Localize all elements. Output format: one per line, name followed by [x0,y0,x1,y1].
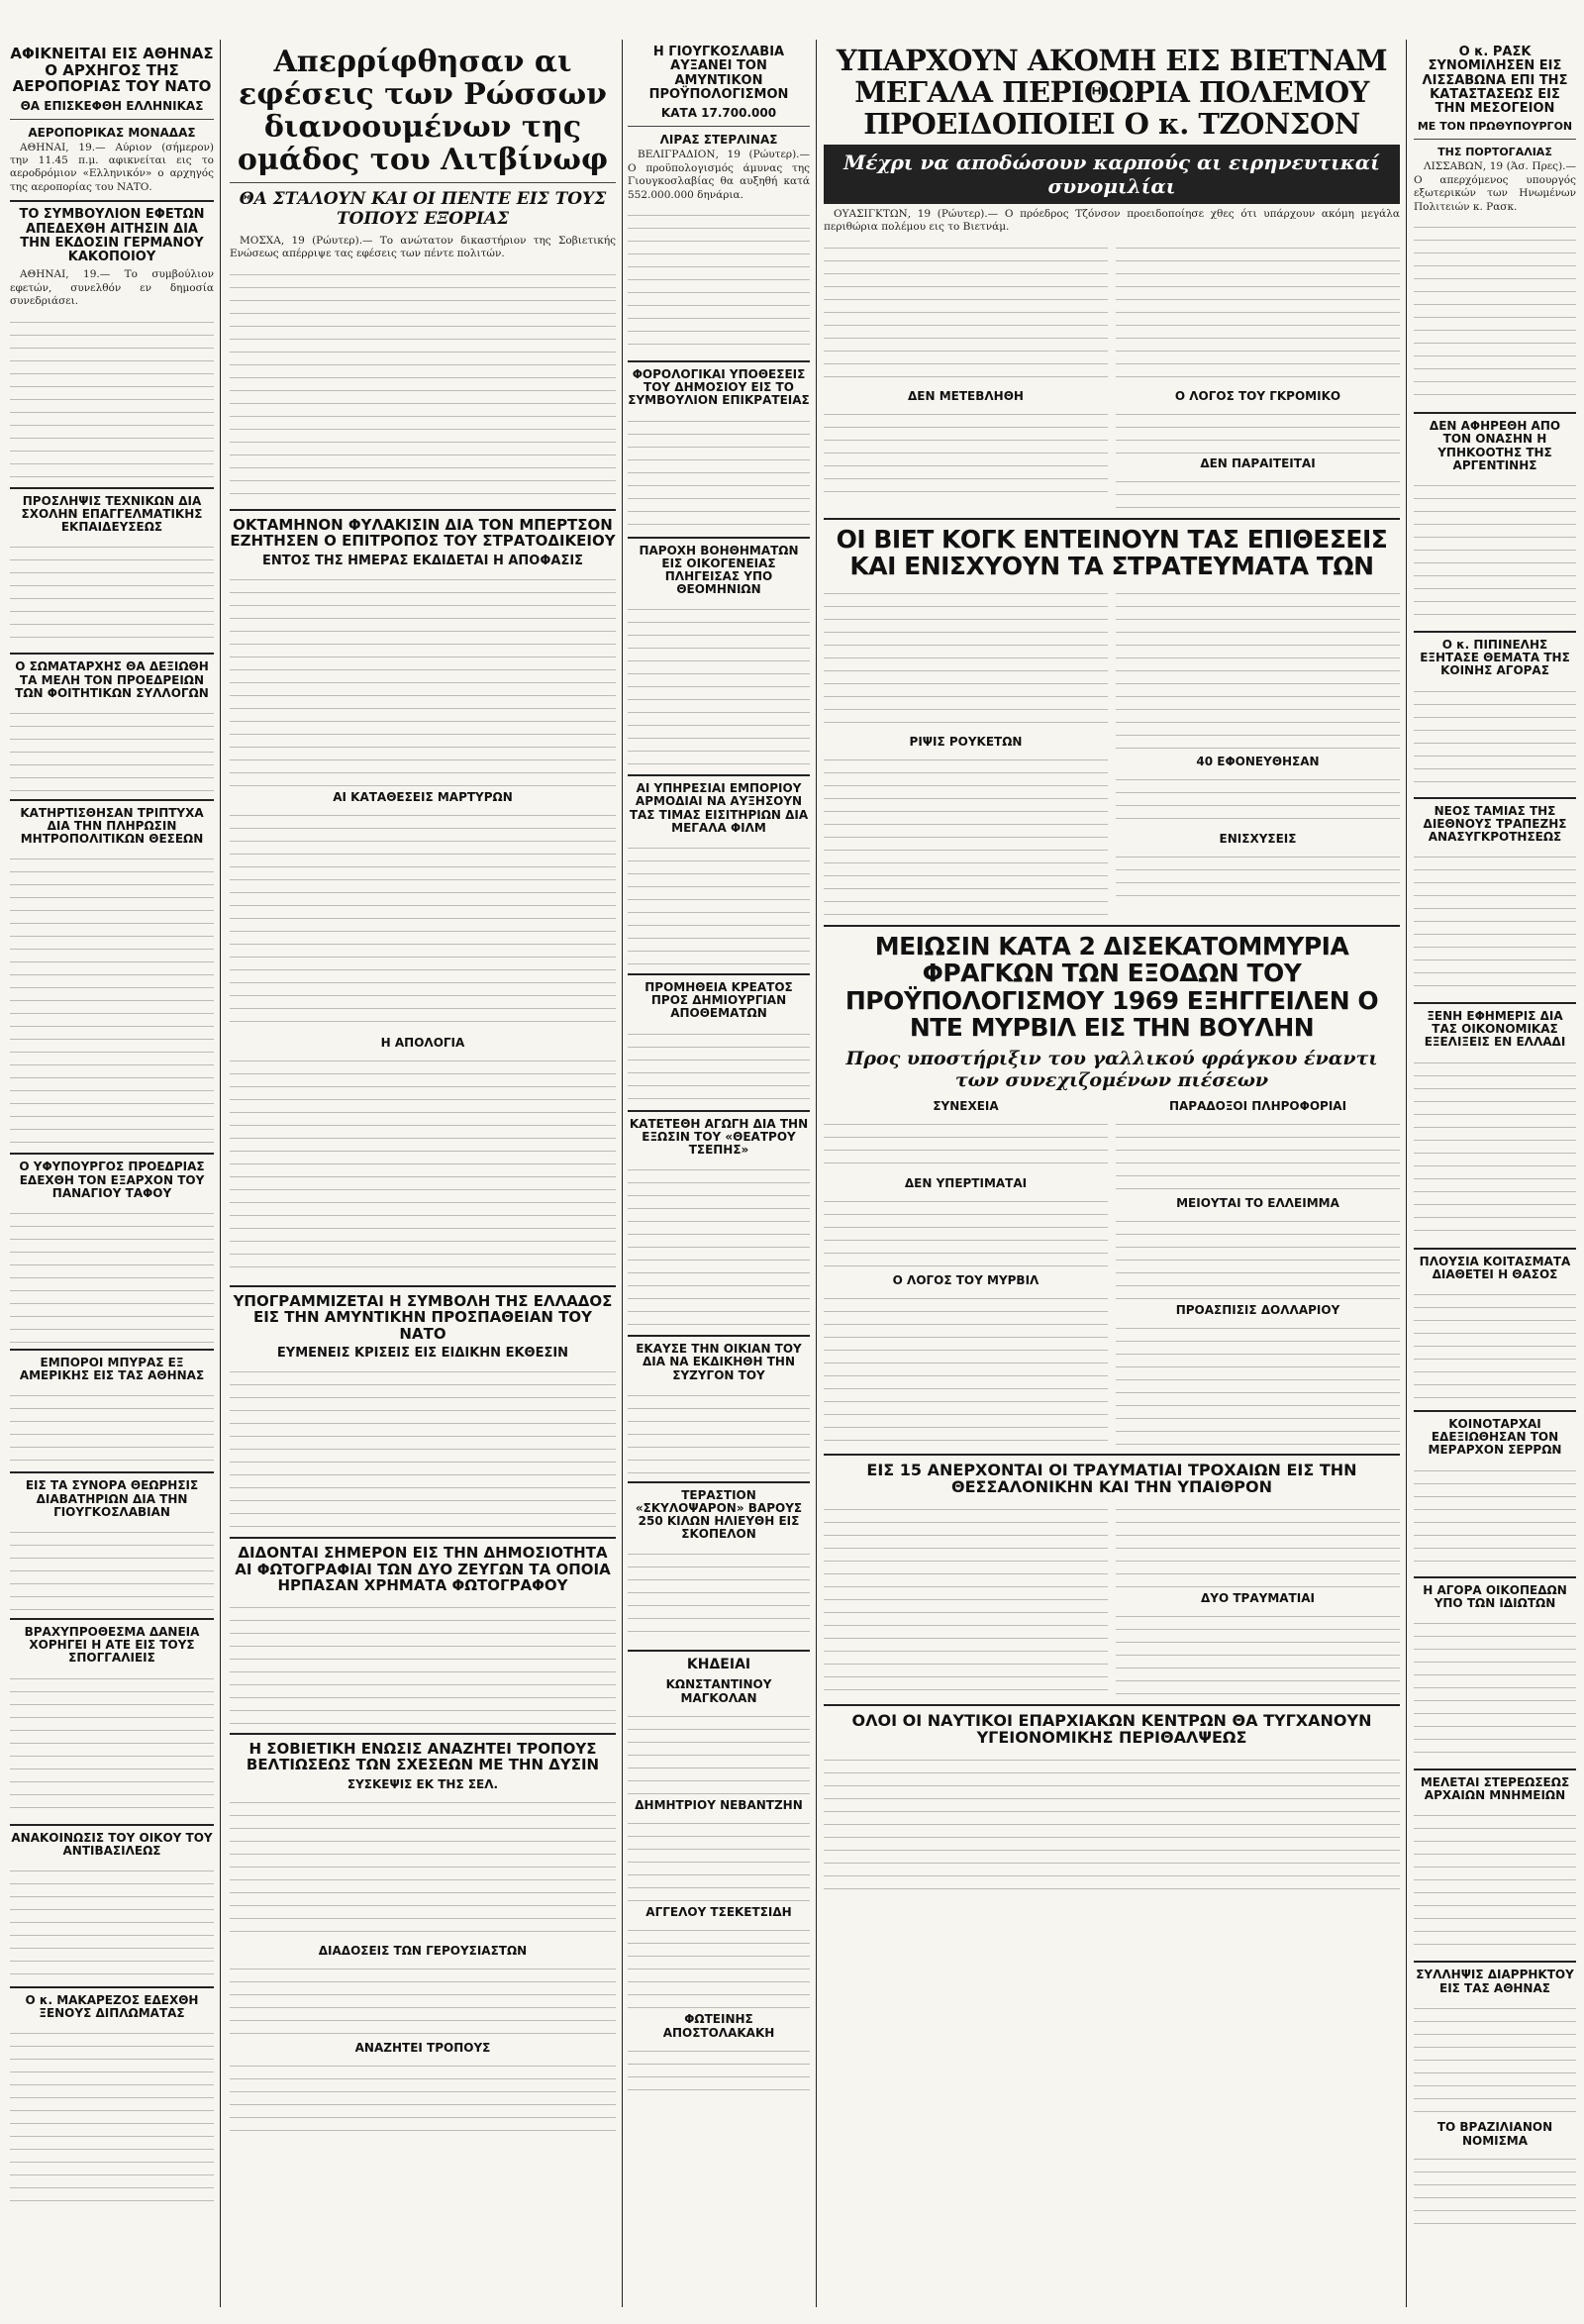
kicker: ΚΑΤΑ 17.700.000 [660,106,777,121]
article-body: ΛΙΣΣΑΒΩΝ, 19 (Άσ. Πρες).— Ο απερχόμενος υπουργός εξωτερικών των Ηνωμένων Πολιτειών κ. Ρασκ. [1414,160,1576,213]
kicker: ΔΙΑΔΟΣΕΙΣ ΤΩΝ ΓΕΡΟΥΣΙΑΣΤΩΝ [318,1943,528,1958]
headline: ΕΜΠΟΡΟΙ ΜΠΥΡΑΣ ΕΞ ΑΜΕΡΙΚΗΣ ΕΙΣ ΤΑΣ ΑΘΗΝΑΣ [19,1356,205,1383]
text-lines [628,412,810,531]
headline: Η ΑΓΟΡΑ ΟΙΚΟΠΕΔΩΝ ΥΠΟ ΤΩΝ ΙΔΙΩΤΩΝ [1423,1582,1567,1610]
kicker: ΠΑΡΑΔΟΞΟΙ ΠΛΗΡΟΦΟΡΙΑΙ [1168,1098,1347,1113]
text-lines [1116,1319,1400,1448]
text-lines [824,405,1108,504]
text-lines [628,1814,810,1903]
text-lines [1414,476,1576,625]
kicker: Ο ΛΟΓΟΣ ΤΟΥ ΜΥΡΒΙΛ [892,1272,1040,1287]
headline: ΠΛΟΥΣΙΑ ΚΟΙΤΑΣΜΑΤΑ ΔΙΑΘΕΤΕΙ Η ΘΑΣΟΣ [1419,1254,1571,1281]
headline: ΦΟΡΟΛΟΓΙΚΑΙ ΥΠΟΘΕΣΕΙΣ ΤΟΥ ΔΗΜΟΣΙΟΥ ΕΙΣ ΤΟ ΣΥΜΒΟΥΛΙΟΝ ΕΠΙΚΡΑΤΕΙΑΣ [628,366,810,408]
text-lines [1414,1462,1576,1570]
text-lines [10,313,214,481]
text-lines [10,1204,214,1343]
kicker: ΔΗΜΗΤΡΙΟΥ ΝΕΒΑΝΤΖΗΝ [635,1797,803,1812]
kicker: ΑΙ ΚΑΤΑΘΕΣΕΙΣ ΜΑΡΤΥΡΩΝ [333,789,513,804]
text-lines [1116,472,1400,512]
headline: Ο κ. ΡΑΣΚ ΣΥΝΟΜΙΛΗΣΕΝ ΕΙΣ ΛΙΣΣΑΒΩΝΑ ΕΠΙ ΤΗΣ ΚΑΤΑΣΤΑΣΕΩΣ ΕΙΣ ΤΗΝ ΜΕΣΟΓΕΙΟΝ [1422,45,1568,117]
article-body: ΑΘΗΝΑΙ, 19.— Αύριον (σήμερον) την 11.45 π.μ. αφικνείται εις το αεροδρόμιον «Ελληνικόν» ο αρχηγός της αεροπορίας του ΝΑΤΟ. [10,141,214,193]
kicker: ΡΙΨΙΣ ΡΟΥΚΕΤΩΝ [909,734,1023,749]
column-rule [622,40,623,2307]
kicker: ΑΓΓΕΛΟΥ ΤΣΕΚΕΤΣΙΔΗ [645,1904,792,1919]
banner-headline: ΜΕΙΩΣΙΝ ΚΑΤΑ 2 ΔΙΣΕΚΑΤΟΜΜΥΡΙΑ ΦΡΑΓΚΩΝ ΤΩΝ ΕΞΟΔΩΝ ΤΟΥ ΠΡΟΫΠΟΛΟΓΙΣΜΟΥ 1969 ΕΞΗΓΓΕΙΛΕΝ Ο ΝΤΕ ΜΥΡΒΙΛ ΕΙΣ ΤΗΝ ΒΟΥΛΗΝ [844,931,1379,1043]
column-rule [220,40,221,2307]
headline: ΚΗΔΕΙΑΙ [686,1657,751,1673]
text-lines [824,1192,1108,1271]
text-lines [10,1386,214,1465]
text-lines [824,584,1108,733]
headline: ΑΝΑΚΟΙΝΩΣΙΣ ΤΟΥ ΟΙΚΟΥ ΤΟΥ ΑΝΤΙΒΑΣΙΛΕΩΣ [11,1830,213,1858]
headline: Ο ΣΩΜΑΤΑΡΧΗΣ ΘΑ ΔΕΞΙΩΘΗ ΤΑ ΜΕΛΗ ΤΟΝ ΠΡΟΕΔΡΕΙΩΝ ΤΩΝ ΦΟΙΤΗΤΙΚΩΝ ΣΥΛΛΟΓΩΝ [15,659,209,700]
text-lines [1414,1285,1576,1404]
text-lines [824,1115,1108,1174]
headline: Ο κ. ΜΑΚΑΡΕΖΟΣ ΕΔΕΧΘΗ ΞΕΝΟΥΣ ΔΙΠΛΩΜΑΤΑΣ [25,1992,199,2021]
text-lines [824,1500,1108,1698]
text-lines [10,850,214,1147]
text-lines [1116,1500,1400,1589]
article-body: ΟΥΑΣΙΓΚΤΩΝ, 19 (Ρώυτερ).— Ο πρόεδρος Τζόνσον προειδοποίησε χθες ότι υπάρχουν ακόμη μεγάλα περιθώρια πολέμου εις το Βιετνάμ. [824,207,1400,234]
kicker: 40 ΕΦΟΝΕΥΘΗΣΑΝ [1196,754,1320,768]
headline: ΠΡΟΜΗΘΕΙΑ ΚΡΕΑΤΟΣ ΠΡΟΣ ΔΗΜΙΟΥΡΓΙΑΝ ΑΠΟΘΕΜΑΤΩΝ [644,980,793,1021]
headline: ΞΕΝΗ ΕΦΗΜΕΡΙΣ ΔΙΑ ΤΑΣ ΟΙΚΟΝΟΜΙΚΑΣ ΕΞΕΛΙΞΕΙΣ ΕΝ ΕΛΛΑΔΙ [1424,1009,1566,1050]
text-lines [628,1545,810,1644]
text-lines [628,1386,810,1475]
article-body: ΑΘΗΝΑΙ, 19.— Το συμβούλιον εφετών, συνελθόν εν δημοσία συνεδριάσει. [10,268,214,308]
headline: ΤΕΡΑΣΤΙΟΝ «ΣΚΥΛΟΨΑΡΟΝ» ΒΑΡΟΥΣ 250 ΚΙΛΩΝ ΗΛΙΕΥΘΗ ΕΙΣ ΣΚΟΠΕΛΟΝ [635,1487,803,1542]
text-lines [1116,584,1400,753]
text-lines [824,1751,1400,1899]
kicker: ΣΥΝΕΧΕΙΑ [933,1098,999,1113]
text-lines [1414,848,1576,996]
column-6 [1414,40,1576,2229]
text-lines [230,806,616,1034]
headline: ΕΙΣ ΤΑ ΣΥΝΟΡΑ ΘΕΩΡΗΣΙΣ ΔΙΑΒΑΤΗΡΙΩΝ ΔΙΑ ΤΗΝ ΓΙΟΥΓΚΟΣΛΑΒΙΑΝ [25,1478,199,1519]
column-2 [230,40,616,2136]
main-area [824,40,1400,1899]
text-lines [1414,1054,1576,1242]
kicker: ΘΑ ΕΠΙΣΚΕΦΘΗ ΕΛΛΗΝΙΚΑΣ [20,98,204,113]
kicker: ΔΕΝ ΜΕΤΕΒΛΗΘΗ [908,388,1024,403]
banner-headline: ΟΙ ΒΙΕΤ ΚΟΓΚ ΕΝΤΕΙΝΟΥΝ ΤΑΣ ΕΠΙΘΕΣΕΙΣ ΚΑΙ ΕΝΙΣΧΥΟΥΝ ΤΑ ΣΤΡΑΤΕΥΜΑΤΑ ΤΩΝ [836,524,1388,581]
text-lines [10,538,214,647]
kicker: ΜΕ ΤΟΝ ΠΡΩΘΥΠΟΥΡΓΟΝ [1417,120,1573,134]
kicker: Ο ΛΟΓΟΣ ΤΟΥ ΓΚΡΟΜΙΚΟ [1174,388,1341,403]
headline: ΒΡΑΧΥΠΡΟΘΕΣΜΑ ΔΑΝΕΙΑ ΧΟΡΗΓΕΙ Η ΑΤΕ ΕΙΣ ΤΟΥΣ ΣΠΟΓΓΑΛΙΕΙΣ [24,1624,200,1666]
kicker: ΠΡΟΑΣΠΙΣΙΣ ΔΟΛΛΑΡΙΟΥ [1175,1302,1340,1317]
text-lines [1414,218,1576,406]
text-lines [1116,405,1400,455]
text-lines [628,1161,810,1329]
kicker: ΦΩΤΕΙΝΗΣ ΑΠΟΣΤΟΛΑΚΑΚΗ [662,2011,775,2040]
banner-subheadline: Προς υποστήριξιν του γαλλικού φράγκου έναντι των συνεχιζομένων πιέσεων [845,1047,1378,1091]
article-body: ΜΟΣΧΑ, 19 (Ρώυτερ).— Το ανώτατον δικαστήριον της Σοβιετικής Ενώσεως απέρριψε τας εφέσεις των πέντε πολιτών. [230,235,616,260]
text-lines [1116,848,1400,907]
text-lines [1116,1115,1400,1194]
text-lines [230,1793,616,1942]
text-lines [628,1707,810,1796]
text-lines [1116,239,1400,387]
article-body: ΒΕΛΙΓΡΑΔΙΟΝ, 19 (Ρώυτερ).— Ο προϋπολογισμός άμυνας της Γιουγκοσλαβίας θα αυξηθή κατά 552.000.000 δηνάρια. [628,149,810,201]
headline: ΟΚΤΑΜΗΝΟΝ ΦΥΛΑΚΙΣΙΝ ΔΙΑ ΤΟΝ ΜΠΕΡΤΣΟΝ ΕΖΗΤΗΣΕΝ Ο ΕΠΙΤΡΟΠΟΣ ΤΟΥ ΣΤΡΑΤΟΔΙΚΕΙΟΥ [230,515,616,551]
text-lines [628,206,810,354]
text-lines [824,1289,1108,1448]
headline: ΚΑΤΕΤΕΘΗ ΑΓΩΓΗ ΔΙΑ ΤΗΝ ΕΞΩΣΙΝ ΤΟΥ «ΘΕΑΤΡΟΥ ΤΣΕΠΗΣ» [629,1116,809,1157]
text-lines [230,1598,616,1727]
text-lines [1116,1607,1400,1696]
text-lines [1116,770,1400,830]
headline: ΕΚΑΥΣΕ ΤΗΝ ΟΙΚΙΑΝ ΤΟΥ ΔΙΑ ΝΑ ΕΚΔΙΚΗΘΗ ΤΗΝ ΣΥΖΥΓΟΝ ΤΟΥ [636,1342,802,1382]
kicker: ΛΙΡΑΣ ΣΤΕΡΛΙΝΑΣ [659,133,778,148]
headline: ΚΑΤΗΡΤΙΣΘΗΣΑΝ ΤΡΙΠΤΥΧΑ ΔΙΑ ΤΗΝ ΠΛΗΡΩΣΙΝ ΜΗΤΡΟΠΟΛΙΤΙΚΩΝ ΘΕΣΕΩΝ [20,805,204,847]
headline: ΠΑΡΟΧΗ ΒΟΗΘΗΜΑΤΩΝ ΕΙΣ ΟΙΚΟΓΕΝΕΙΑΣ ΠΛΗΓΕΙΣΑΣ ΥΠΟ ΘΕΟΜΗΝΙΩΝ [639,543,799,597]
text-lines [230,1052,616,1279]
kicker: ΕΝΤΟΣ ΤΗΣ ΗΜΕΡΑΣ ΕΚΔΙΔΕΤΑΙ Η ΑΠΟΦΑΣΙΣ [261,553,584,568]
subheadline: ΘΑ ΣΤΑΛΟΥΝ ΚΑΙ ΟΙ ΠΕΝΤΕ ΕΙΣ ΤΟΥΣ ΤΟΠΟΥΣ ΕΞΟΡΙΑΣ [239,189,607,229]
text-lines [230,2057,616,2136]
text-lines [1414,1806,1576,1955]
headline: ΝΕΟΣ ΤΑΜΙΑΣ ΤΗΣ ΔΙΕΘΝΟΥΣ ΤΡΑΠΕΖΗΣ ΑΝΑΣΥΓΚΡΟΤΗΣΕΩΣ [1423,803,1567,844]
headline: ΑΦΙΚΝΕΙΤΑΙ ΕΙΣ ΑΘΗΝΑΣ Ο ΑΡΧΗΓΟΣ ΤΗΣ ΑΕΡΟΠΟΡΙΑΣ ΤΟΥ ΝΑΤΟ [10,45,214,95]
text-lines [628,839,810,967]
text-lines [230,1960,616,2039]
kicker: ΕΝΙΣΧΥΣΕΙΣ [1219,831,1297,846]
headline: Απερρίφθησαν αι εφέσεις των Ρώσσων διανοουμένων της ομάδος του Λιτβίνωφ [237,45,609,177]
kicker: Η ΑΠΟΛΟΓΙΑ [380,1035,465,1050]
kicker: ΔΕΝ ΥΠΕΡΤΙΜΑΤΑΙ [904,1175,1028,1190]
headline: ΚΟΙΝΟΤΑΡΧΑΙ ΕΔΕΞΙΩΘΗΣΑΝ ΤΟΝ ΜΕΡΑΡΧΟΝ ΣΕΡΡΩΝ [1428,1417,1562,1458]
text-lines [1414,1614,1576,1763]
headline: Ο ΥΦΥΠΟΥΡΓΟΣ ΠΡΟΕΔΡΙΑΣ ΕΔΕΧΘΗ ΤΟΝ ΕΞΑΡΧΟΝ ΤΟΥ ΠΑΝΑΓΙΟΥ ΤΑΦΟΥ [19,1160,205,1200]
headline: ΥΠΟΓΡΑΜΜΙΖΕΤΑΙ Η ΣΥΜΒΟΛΗ ΤΗΣ ΕΛΛΑΔΟΣ ΕΙΣ ΤΗΝ ΑΜΥΝΤΙΚΗΝ ΠΡΟΣΠΑΘΕΙΑΝ ΤΟΥ ΝΑΤΟ [233,1291,613,1343]
headline: ΑΙ ΥΠΗΡΕΣΙΑΙ ΕΜΠΟΡΙΟΥ ΑΡΜΟΔΙΑΙ ΝΑ ΑΥΞΗΣΟΥΝ ΤΑΣ ΤΙΜΑΣ ΕΙΣΙΤΗΡΙΩΝ ΔΙΑ ΜΕΓΑΛΑ ΦΙΛΜ [629,781,809,835]
kicker: ΑΕΡΟΠΟΡΙΚΑΣ ΜΟΝΑΔΑΣ [28,125,196,140]
text-lines [1116,1212,1400,1301]
text-lines [628,600,810,768]
text-lines [10,1862,214,1980]
column-1 [10,40,214,2202]
text-lines [1414,2150,1576,2229]
headline: ΠΡΟΣΛΗΨΙΣ ΤΕΧΝΙΚΩΝ ΔΙΑ ΣΧΟΛΗΝ ΕΠΑΓΓΕΛΜΑΤΙΚΗΣ ΕΚΠΑΙΔΕΥΣΕΩΣ [21,493,203,535]
headline: ΕΙΣ 15 ΑΝΕΡΧΟΝΤΑΙ ΟΙ ΤΡΑΥΜΑΤΙΑΙ ΤΡΟΧΑΙΩΝ ΕΙΣ ΤΗΝ ΘΕΣΣΑΛΟΝΙΚΗΝ ΚΑΙ ΤΗΝ ΥΠΑΙΘΡΟΝ [866,1460,1357,1497]
column-3 [628,40,810,2101]
headline: Ο κ. ΠΙΠΙΝΕΛΗΣ ΕΞΗΤΑΣΕ ΘΕΜΑΤΑ ΤΗΣ ΚΟΙΝΗΣ ΑΓΟΡΑΣ [1420,637,1570,678]
text-lines [10,1523,214,1612]
text-lines [1414,1999,1576,2118]
text-lines [628,1025,810,1104]
text-lines [628,1921,810,2010]
kicker: ΜΕΙΟΥΤΑΙ ΤΟ ΕΛΛΕΙΜΜΑ [1176,1195,1339,1210]
headline: Η ΓΙΟΥΓΚΟΣΛΑΒΙΑ ΑΥΞΑΝΕΙ ΤΟΝ ΑΜΥΝΤΙΚΟΝ ΠΡΟΫΠΟΛΟΓΙΣΜΟΝ [648,45,789,102]
kicker: ΔΕΝ ΠΑΡΑΙΤΕΙΤΑΙ [1200,455,1316,470]
kicker: ΤΟ ΒΡΑΖΙΛΙΑΝΟΝ ΝΟΜΙΣΜΑ [1436,2119,1553,2148]
text-lines [10,2024,214,2202]
kicker: ΑΝΑΖΗΤΕΙ ΤΡΟΠΟΥΣ [354,2040,491,2055]
column-rule [816,40,817,2307]
text-lines [230,1363,616,1531]
text-lines [824,239,1108,387]
text-lines [824,751,1108,919]
banner-subheadline: Μέχρι να αποδώσουν καρπούς αι ειρηνευτικαί συνομιλίαι [824,145,1400,204]
text-lines [628,2042,810,2101]
text-lines [230,570,616,788]
kicker: ΣΥΣΚΕΨΙΣ ΕΚ ΤΗΣ ΣΕΛ. [346,1776,499,1791]
kicker: ΚΩΝΣΤΑΝΤΙΝΟΥ ΜΑΓΚΟΛΑΝ [665,1676,772,1705]
headline: ΣΥΛΛΗΨΙΣ ΔΙΑΡΡΗΚΤΟΥ ΕΙΣ ΤΑΣ ΑΘΗΝΑΣ [1416,1968,1574,1995]
text-lines [10,1669,214,1818]
text-lines [10,704,214,793]
headline: ΜΕΛΕΤΑΙ ΣΤΕΡΕΩΣΕΩΣ ΑΡΧΑΙΩΝ ΜΝΗΜΕΙΩΝ [1420,1774,1570,1803]
headline: Η ΣΟΒΙΕΤΙΚΗ ΕΝΩΣΙΣ ΑΝΑΖΗΤΕΙ ΤΡΟΠΟΥΣ ΒΕΛΤΙΩΣΕΩΣ ΤΩΝ ΣΧΕΣΕΩΝ ΜΕ ΤΗΝ ΔΥΣΙΝ [246,1739,600,1774]
column-rule [1406,40,1407,2307]
text-lines [230,265,616,503]
kicker: ΤΗΣ ΠΟΡΤΟΓΑΛΙΑΣ [1437,146,1552,159]
kicker: ΕΥΜΕΝΕΙΣ ΚΡΙΣΕΙΣ ΕΙΣ ΕΙΔΙΚΗΝ ΕΚΘΕΣΙΝ [276,1346,569,1362]
headline: ΟΛΟΙ ΟΙ ΝΑΥΤΙΚΟΙ ΕΠΑΡΧΙΑΚΩΝ ΚΕΝΤΡΩΝ ΘΑ ΤΥΓΧΑΝΟΥΝ ΥΓΕΙΟΝΟΜΙΚΗΣ ΠΕΡΙΘΑΛΨΕΩΣ [851,1710,1372,1748]
kicker: ΔΥΟ ΤΡΑΥΜΑΤΙΑΙ [1201,1590,1315,1605]
banner-headline: ΥΠΑΡΧΟΥΝ ΑΚΟΜΗ ΕΙΣ ΒΙΕΤΝΑΜ ΜΕΓΑΛΑ ΠΕΡΙΘΩΡΙΑ ΠΟΛΕΜΟΥ ΠΡΟΕΙΔΟΠΟΙΕΙ Ο κ. ΤΖΟΝΣΟΝ [836,44,1388,141]
headline: ΔΙΔΟΝΤΑΙ ΣΗΜΕΡΟΝ ΕΙΣ ΤΗΝ ΔΗΜΟΣΙΟΤΗΤΑ ΑΙ ΦΩΤΟΓΡΑΦΙΑΙ ΤΩΝ ΔΥΟ ΖΕΥΓΩΝ ΤΑ ΟΠΟΙΑ ΗΡΠΑΣΑΝ ΧΡΗΜΑΤΑ ΦΩΤΟΓΡΑΦΟΥ [235,1544,611,1595]
text-lines [1414,682,1576,791]
headline: ΤΟ ΣΥΜΒΟΥΛΙΟΝ ΕΦΕΤΩΝ ΑΠΕΔΕΧΘΗ ΑΙΤΗΣΙΝ ΔΙΑ ΤΗΝ ΕΚΔΟΣΙΝ ΓΕΡΜΑΝΟΥ ΚΑΚΟΠΟΙΟΥ [19,207,205,265]
headline: ΔΕΝ ΑΦΗΡΕΘΗ ΑΠΟ ΤΟΝ ΟΝΑΣΗΝ Η ΥΠΗΚΟΟΤΗΣ ΤΗΣ ΑΡΓΕΝΤΙΝΗΣ [1429,419,1561,472]
